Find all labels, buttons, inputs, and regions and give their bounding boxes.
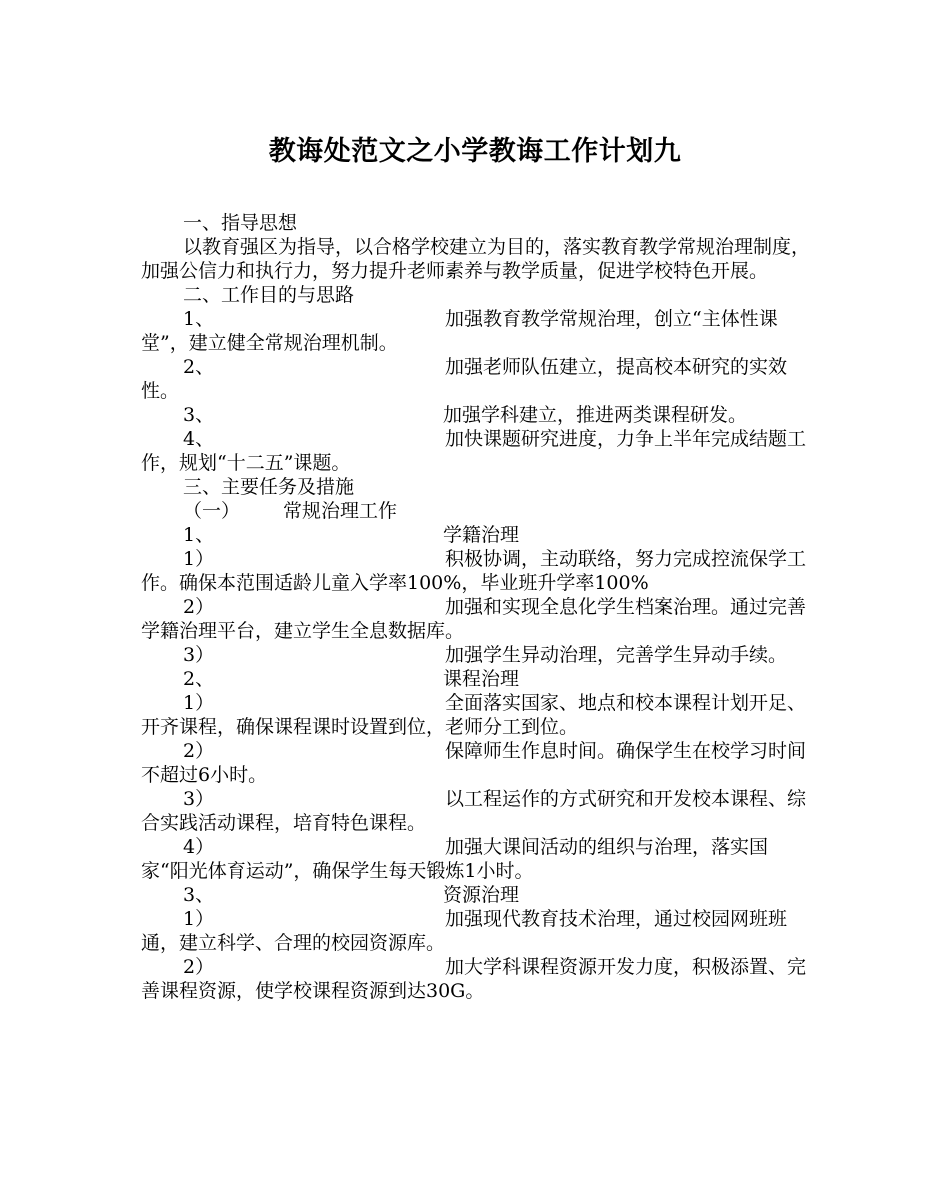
document-body: [141, 211, 810, 1003]
list-item: [141, 667, 810, 691]
list-text: 积极协调，主动联络，努力完成控流保学工作。确保本范围适龄儿童入学率100%，毕业班升学率100%: [141, 548, 807, 594]
list-item: [141, 691, 810, 739]
list-item: [141, 955, 810, 1003]
list-item: [141, 523, 810, 547]
list-text: 加强教育教学常规治理，创立“主体性课堂”，建立健全常规治理机制。: [141, 308, 778, 354]
list-number: 1）: [183, 548, 215, 570]
section-heading: 三、主要任务及措施: [183, 476, 355, 498]
list-text: 课程治理: [443, 668, 520, 690]
list-text: 加强学科建立，推进两类课程研发。: [443, 404, 748, 426]
list-item: [141, 835, 810, 883]
list-item: [141, 907, 810, 955]
list-number: 4、: [183, 428, 215, 450]
section-heading: 一、指导思想: [183, 212, 298, 234]
list-text: 加强和实现全息化学生档案治理。通过完善学籍治理平台，建立学生全息数据库。: [141, 596, 807, 642]
list-number: 1）: [183, 692, 215, 714]
list-number: 1、: [183, 524, 215, 546]
list-number: 3）: [183, 644, 215, 666]
paragraph: 以教育强区为指导，以合格学校建立为目的，落实教育教学常规治理制度，加强公信力和执行力，努力提升老师素养与教学质量，促进学校特色开展。: [141, 236, 811, 282]
list-number: 2）: [183, 596, 215, 618]
list-text: 加快课题研究进度，力争上半年完成结题工作，规划“十二五”课题。: [141, 428, 807, 474]
list-item: [141, 739, 810, 787]
list-text: 学籍治理: [443, 524, 520, 546]
list-number: 2）: [183, 740, 215, 762]
subsection-number: （一）: [183, 500, 241, 522]
list-number: 3、: [183, 404, 215, 426]
list-item: [141, 355, 810, 403]
list-number: 3、: [183, 884, 215, 906]
list-item: [141, 595, 810, 643]
list-number: 4）: [183, 836, 215, 858]
subsection-heading: [141, 499, 810, 523]
list-text: 保障师生作息时间。确保学生在校学习时间不超过6小时。: [141, 740, 807, 786]
list-number: 1、: [183, 308, 215, 330]
list-text: 加强学生异动治理，完善学生异动手续。: [445, 644, 788, 666]
list-text: 资源治理: [443, 884, 520, 906]
list-number: 2、: [183, 356, 215, 378]
list-text: 加强大课间活动的组织与治理，落实国家“阳光体育运动”，确保学生每天锻炼1小时。: [141, 836, 769, 882]
list-item: [141, 883, 810, 907]
list-text: 全面落实国家、地点和校本课程计划开足、开齐课程，确保课程课时设置到位，老师分工到位。: [141, 692, 807, 738]
list-item: [141, 427, 810, 475]
list-item: [141, 643, 810, 667]
list-text: 加强现代教育技术治理，通过校园网班班通，建立科学、合理的校园资源库。: [141, 908, 788, 954]
section-heading: 二、工作目的与思路: [183, 284, 355, 306]
list-text: 以工程运作的方式研究和开发校本课程、综合实践活动课程，培育特色课程。: [141, 788, 807, 834]
list-number: 2）: [183, 956, 215, 978]
list-number: 3）: [183, 788, 215, 810]
list-number: 2、: [183, 668, 215, 690]
list-item: [141, 787, 810, 835]
list-number: 1）: [183, 908, 215, 930]
list-text: 加强老师队伍建立，提高校本研究的实效性。: [141, 356, 788, 402]
subsection-text: 常规治理工作: [283, 500, 398, 522]
list-text: 加大学科课程资源开发力度，积极添置、完善课程资源，使学校课程资源到达30G。: [141, 956, 807, 1002]
document-title: 教诲处范文之小学教诲工作计划九: [268, 136, 682, 167]
list-item: [141, 547, 810, 595]
list-item: [141, 403, 810, 427]
list-item: [141, 307, 810, 355]
